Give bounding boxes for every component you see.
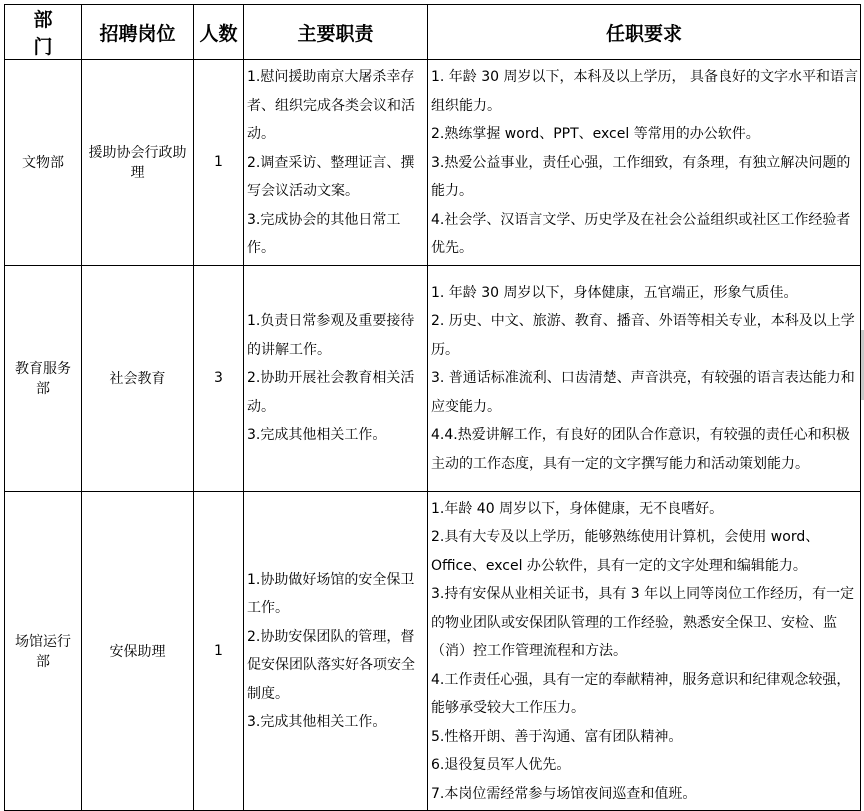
requirement-item: 3.持有安保从业相关证书，具有 3 年以上同等岗位工作经历，有一定的物业团队或安保团队管理的工作经验，熟悉安全保卫、安检、监（消）控工作管理流程和方法。: [431, 586, 855, 659]
requirement-item: 7.本岗位需经常参与场馆夜间巡查和值班。: [431, 785, 697, 802]
requirements-cell: [428, 60, 861, 266]
count-cell: 1: [194, 60, 244, 266]
duty-item: 1.协助做好场馆的安全保卫工作。: [247, 571, 415, 617]
duty-item: 3.完成其他相关工作。: [247, 427, 387, 444]
duty-item: 3.完成协会的其他日常工作。: [247, 211, 401, 256]
position-cell: 社会教育: [82, 265, 194, 491]
duty-item: 2.协助安保团队的管理，督促安保团队落实好各项安全制度。: [247, 628, 415, 702]
table-row: [5, 265, 861, 491]
requirement-item: 3.热爱公益事业，责任心强，工作细致，有条理，有独立解决问题的能力。: [431, 154, 851, 199]
requirement-item: 1.年龄 40 周岁以下，身体健康，无不良嗜好。: [431, 500, 724, 517]
requirement-item: 4.工作责任心强，具有一定的奉献精神，服务意识和纪律观念较强，能够承受较大工作压力。: [431, 671, 851, 716]
requirement-item: 4.社会学、汉语言文学、历史学及在社会公益组织或社区工作经验者优先。: [431, 211, 851, 256]
dept-cell: 文物部: [5, 60, 82, 266]
duties-cell: [244, 491, 428, 811]
duties-cell: [244, 265, 428, 491]
requirement-item: 2.具有大专及以上学历，能够熟练使用计算机，会使用 word、Office、excel 办公软件，具有一定的文字处理和编辑能力。: [431, 529, 820, 574]
requirement-item: 1. 年龄 30 周岁以下，身体健康，五官端正，形象气质佳。: [431, 284, 798, 301]
requirement-item: 6.退役复员军人优先。: [431, 757, 571, 773]
table-row: [5, 491, 861, 811]
duties-cell: [244, 60, 428, 266]
position-cell: 安保助理: [82, 491, 194, 811]
recruitment-table: [4, 4, 861, 811]
requirement-item: 2.熟练掌握 word、PPT、excel 等常用的办公软件。: [431, 126, 760, 142]
dept-cell: 场馆运行部: [5, 491, 82, 811]
position-cell: 援助协会行政助理: [82, 60, 194, 266]
header-position: 招聘岗位: [82, 5, 194, 60]
duty-item: 2.调查采访、整理证言、撰写会议活动文案。: [247, 154, 415, 199]
duty-item: 2.协助开展社会教育相关活动。: [247, 370, 415, 415]
header-requirements: 任职要求: [428, 5, 861, 60]
requirement-item: 3. 普通话标准流利、口齿清楚、声音洪亮，有较强的语言表达能力和应变能力。: [431, 370, 855, 415]
header-count: 人数: [194, 5, 244, 60]
duty-item: 1.负责日常参观及重要接待的讲解工作。: [247, 313, 415, 358]
duty-item: 1.慰问援助南京大屠杀幸存者、组织完成各类会议和活动。: [247, 69, 415, 142]
requirements-cell: [428, 491, 861, 811]
header-duties: 主要职责: [244, 5, 428, 60]
requirement-item: 2. 历史、中文、旅游、教育、播音、外语等相关专业，本科及以上学历。: [431, 313, 855, 358]
header-row: [5, 5, 861, 60]
count-cell: 1: [194, 491, 244, 811]
header-dept: 部 门: [5, 5, 82, 60]
duty-item: 3.完成其他相关工作。: [247, 714, 387, 731]
requirement-item: 4.4.热爱讲解工作，有良好的团队合作意识，有较强的责任心和积极主动的工作态度，具有一定的文字撰写能力和活动策划能力。: [431, 427, 850, 472]
requirement-item: 1. 年龄 30 周岁以下，本科及以上学历， 具备良好的文字水平和语言组织能力。: [431, 69, 858, 114]
requirement-item: 5.性格开朗、善于沟通、富有团队精神。: [431, 728, 683, 745]
requirements-cell: [428, 265, 861, 491]
dept-cell: 教育服务部: [5, 265, 82, 491]
table-row: [5, 60, 861, 266]
count-cell: 3: [194, 265, 244, 491]
